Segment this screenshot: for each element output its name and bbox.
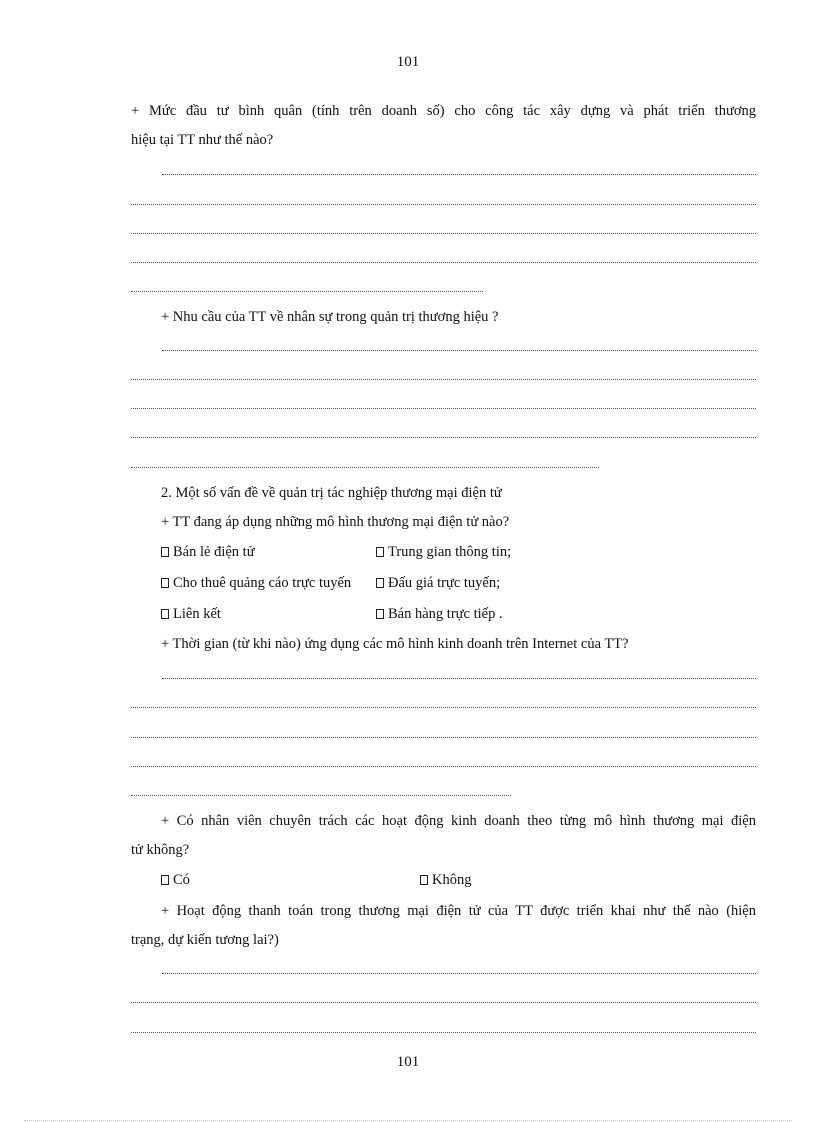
option-affiliate[interactable]: Liên kết: [161, 606, 221, 623]
question-models: + TT đang áp dụng những mô hình thương mại điện tử nào?: [161, 514, 510, 530]
question-payment-line1: + Hoạt động thanh toán trong thương mại điện tử của TT được triển khai như thế nào (hiện: [161, 903, 756, 919]
answer-line[interactable]: [131, 707, 756, 708]
answer-line[interactable]: [131, 766, 756, 767]
answer-line[interactable]: [131, 737, 756, 738]
option-info-broker[interactable]: Trung gian thông tin;: [376, 544, 511, 561]
question-hr: + Nhu cầu của TT về nhân sự trong quản trị thương hiệu ?: [161, 309, 499, 325]
answer-line[interactable]: [131, 1002, 756, 1003]
question-time: + Thời gian (từ khi nào) ứng dụng các mô hình kinh doanh trên Internet của TT?: [161, 636, 629, 652]
question-staff-line2: tử không?: [131, 842, 190, 858]
answer-line[interactable]: [131, 233, 756, 234]
answer-line[interactable]: [162, 973, 756, 974]
question-investment-line1: + Mức đầu tư bình quân (tính trên doanh số) cho công tác xây dựng và phát triển thương: [131, 103, 756, 119]
option-online-auction[interactable]: Đấu giá trực tuyến;: [376, 575, 500, 592]
option-online-advertising[interactable]: Cho thuê quảng cáo trực tuyến: [161, 575, 351, 592]
answer-line[interactable]: [131, 1032, 756, 1033]
answer-line[interactable]: [131, 262, 756, 263]
checkbox-icon[interactable]: [161, 578, 169, 588]
answer-line[interactable]: [162, 174, 756, 175]
answer-line[interactable]: [162, 350, 756, 351]
answer-line[interactable]: [131, 204, 756, 205]
answer-line[interactable]: [162, 678, 756, 679]
answer-line[interactable]: [131, 437, 756, 438]
page-number-top: 101: [396, 54, 420, 70]
answer-line[interactable]: [131, 291, 483, 292]
checkbox-icon[interactable]: [420, 875, 428, 885]
checkbox-icon[interactable]: [376, 578, 384, 588]
checkbox-icon[interactable]: [161, 609, 169, 619]
answer-line[interactable]: [131, 467, 599, 468]
checkbox-icon[interactable]: [161, 547, 169, 557]
option-retail[interactable]: Bán lẻ điện tử: [161, 544, 255, 561]
section-2-title: 2. Một số vấn đề về quản trị tác nghiệp thương mại điện tử: [161, 485, 502, 501]
answer-line[interactable]: [131, 379, 756, 380]
option-direct-sales[interactable]: Bán hàng trực tiếp .: [376, 606, 503, 623]
answer-line[interactable]: [131, 408, 756, 409]
checkbox-icon[interactable]: [376, 609, 384, 619]
page-bottom-divider: [24, 1120, 792, 1121]
checkbox-icon[interactable]: [376, 547, 384, 557]
question-staff-line1: + Có nhân viên chuyên trách các hoạt động kinh doanh theo từng mô hình thương mại điện: [161, 813, 756, 829]
answer-line[interactable]: [131, 795, 511, 796]
question-investment-line2: hiệu tại TT như thế nào?: [131, 132, 274, 148]
option-no[interactable]: Không: [420, 872, 471, 889]
option-yes[interactable]: Có: [161, 872, 190, 889]
page-number-bottom: 101: [396, 1054, 420, 1070]
checkbox-icon[interactable]: [161, 875, 169, 885]
question-payment-line2: trạng, dự kiến tương lai?): [131, 932, 279, 948]
